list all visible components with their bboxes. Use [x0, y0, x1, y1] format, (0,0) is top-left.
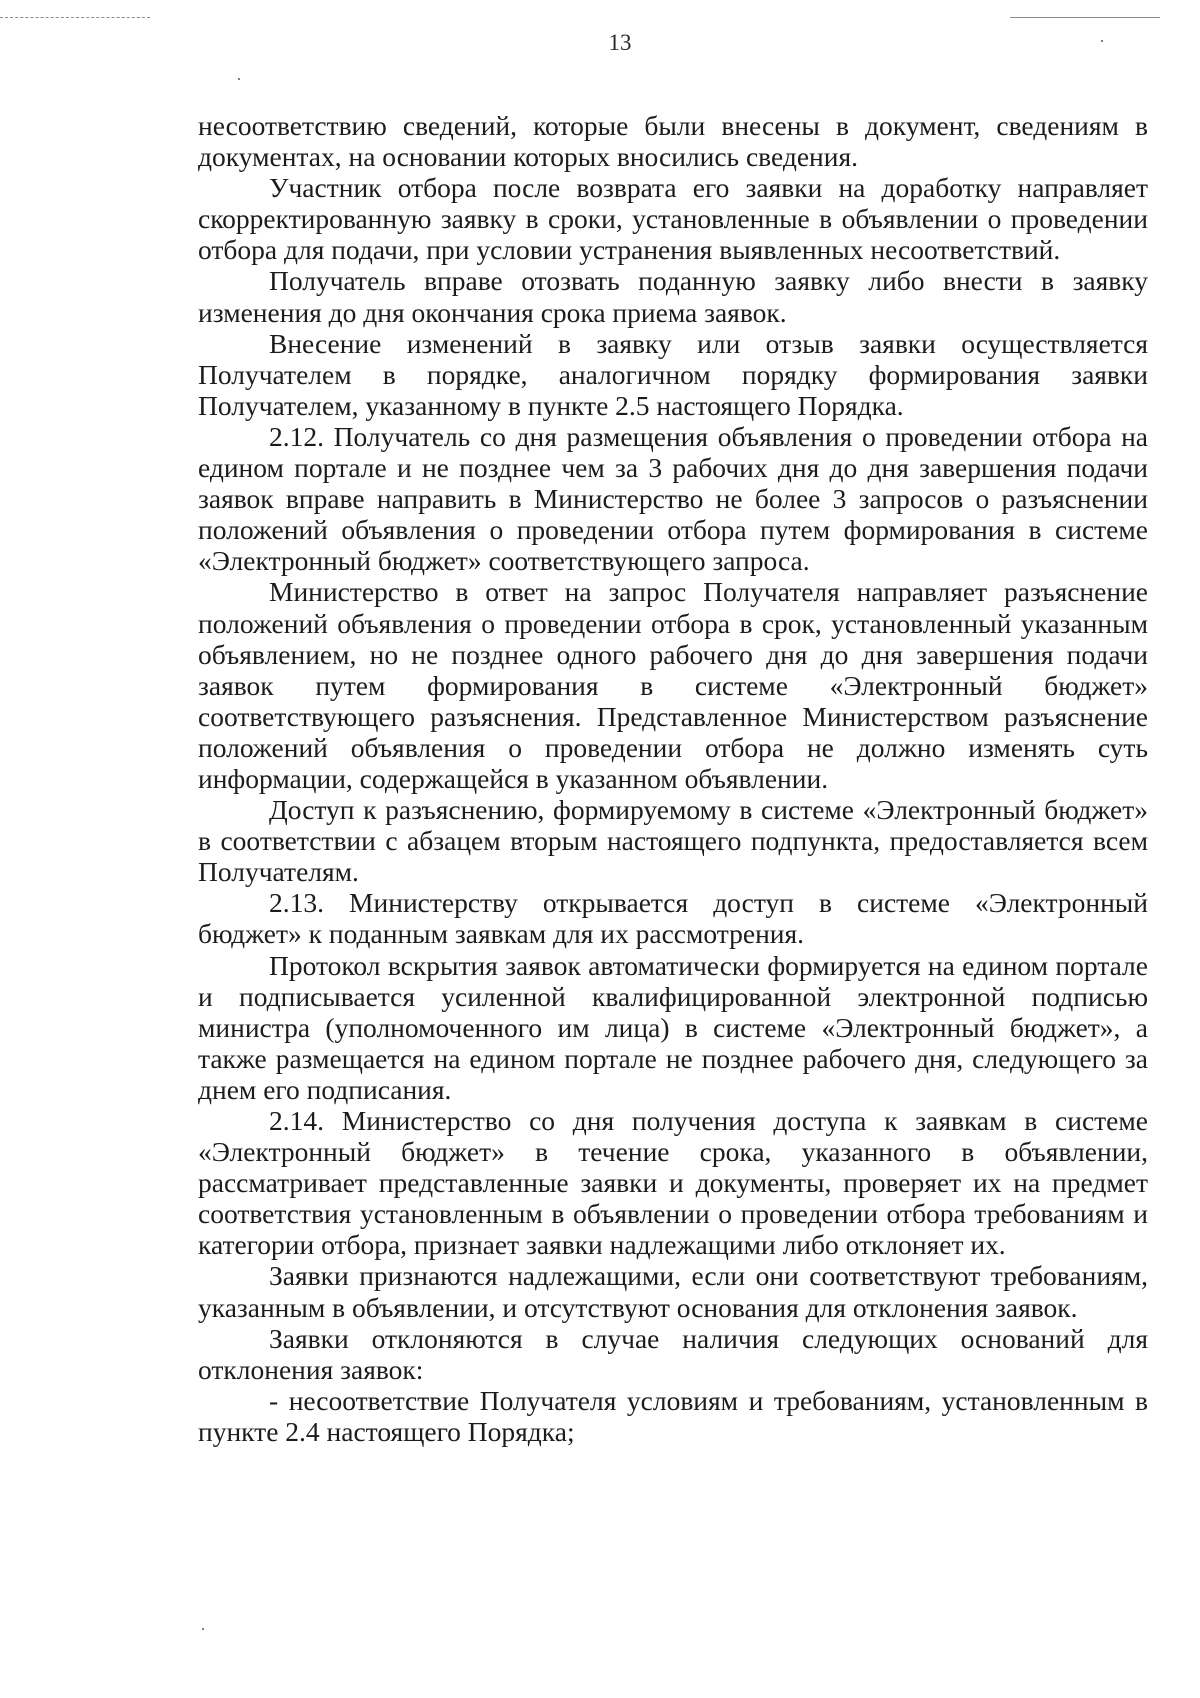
paragraph: Заявки отклоняются в случае наличия следующих оснований для отклонения заявок:	[198, 1322, 1148, 1385]
paragraph: 2.14. Министерство со дня получения доступа к заявкам в системе «Электронный бюджет» в течение срока, указанного в объявлении, рассматривает представленные заявки и документы, проверяет их на предмет соответствия установленным в объявлении о проведении отбора требованиям и категории отбора, признает заявки надлежащими либо отклоняет их.	[198, 1105, 1148, 1261]
document-body	[198, 110, 1148, 1447]
paragraph: Получатель вправе отозвать поданную заявку либо внести в заявку изменения до дня окончания срока приема заявок.	[198, 265, 1148, 328]
scan-edge-top-right	[1010, 17, 1160, 18]
paragraph: Доступ к разъяснению, формируемому в системе «Электронный бюджет» в соответствии с абзацем вторым настоящего подпункта, предоставляется всем Получателям.	[198, 794, 1148, 888]
paragraph: Заявки признаются надлежащими, если они соответствуют требованиям, указанным в объявлении, и отсутствуют основания для отклонения заявок.	[198, 1260, 1148, 1323]
paragraph: Внесение изменений в заявку или отзыв заявки осуществляется Получателем в порядке, аналогичном порядку формирования заявки Получателем, указанному в пункте 2.5 настоящего Порядка.	[198, 327, 1148, 421]
paragraph: Участник отбора после возврата его заявки на доработку направляет скорректированную заявку в сроки, установленные в объявлении о проведении отбора для подачи, при условии устранения выявленных несоответствий.	[198, 172, 1148, 266]
paragraph: Министерство в ответ на запрос Получателя направляет разъяснение положений объявления о проведении отбора в срок, установленный указанным объявлением, но не позднее одного рабочего дня до дня завершения подачи заявок путем формирования в системе «Электронный бюджет» соответствующего разъяснения. Представленное Министерством разъяснение положений объявления о проведении отбора не должно изменять суть информации, содержащейся в указанном объявлении.	[198, 576, 1148, 794]
paragraph: 2.12. Получатель со дня размещения объявления о проведении отбора на едином портале и не позднее чем за 3 рабочих дня до дня завершения подачи заявок вправе направить в Министерство не более 3 запросов о разъяснении положений объявления о проведении отбора путем формирования в системе «Электронный бюджет» соответствующего запроса.	[198, 420, 1148, 577]
scan-speck	[202, 1628, 204, 1630]
scan-speck	[238, 78, 240, 80]
scan-edge-top-left	[0, 17, 150, 18]
paragraph: несоответствию сведений, которые были внесены в документ, сведениям в документах, на основании которых вносились сведения.	[198, 110, 1148, 173]
paragraph: Протокол вскрытия заявок автоматически формируется на едином портале и подписывается усиленной квалифицированной электронной подписью министра (уполномоченного им лица) в системе «Электронный бюджет», а также размещается на едином портале не позднее рабочего дня, следующего за днем его подписания.	[198, 949, 1148, 1105]
paragraph: - несоответствие Получателя условиям и требованиям, установленным в пункте 2.4 настоящего Порядка;	[198, 1384, 1148, 1447]
page-number: 13	[608, 30, 632, 55]
paragraph: 2.13. Министерству открывается доступ в системе «Электронный бюджет» к поданным заявкам для их рассмотрения.	[198, 887, 1148, 950]
